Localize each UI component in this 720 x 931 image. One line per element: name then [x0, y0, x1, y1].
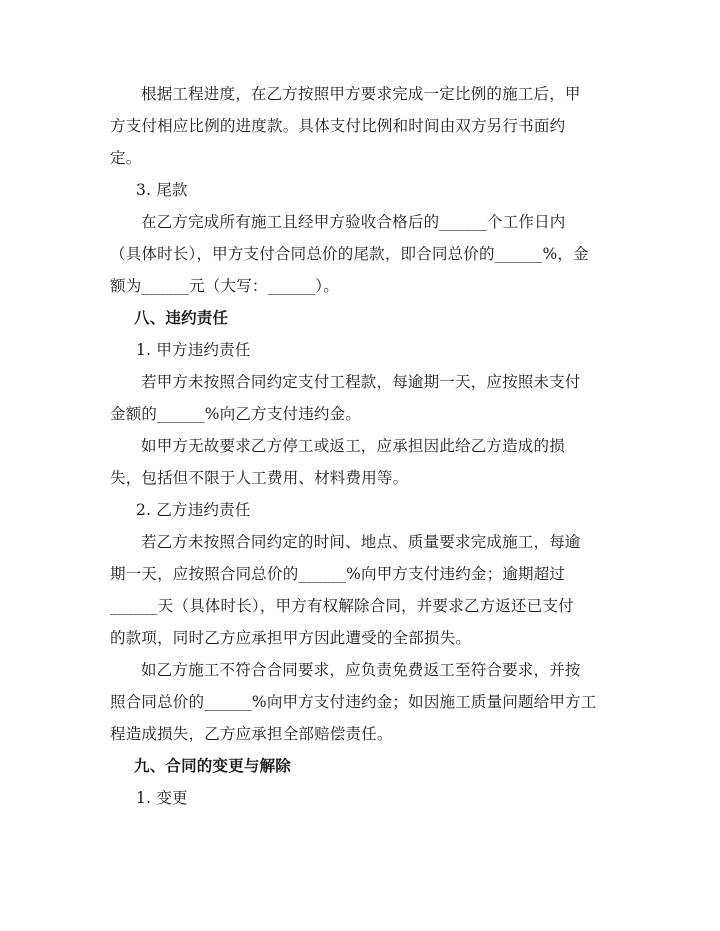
paragraph-line: 如甲方无故要求乙方停工或返工，应承担因此给乙方造成的损: [141, 437, 565, 455]
paragraph-line: 期一天，应按照合同总价的______%向甲方支付违约金；逾期超过: [110, 565, 566, 583]
subsection-heading: 3. 尾款: [136, 181, 188, 199]
paragraph-line: 若乙方未按照合同约定的时间、地点、质量要求完成施工，每逾: [141, 533, 581, 551]
paragraph-line: 失，包括但不限于人工费用、材料费用等。: [110, 469, 409, 487]
paragraph-line: 的款项，同时乙方应承担甲方因此遭受的全部损失。: [110, 629, 472, 647]
paragraph-line: 金额的______%向乙方支付违约金。: [110, 405, 362, 423]
section-heading: 八、违约责任: [134, 308, 229, 327]
paragraph-line: ______天（具体时长），甲方有权解除合同，并要求乙方返还已支付: [110, 597, 574, 615]
paragraph-line: 照合同总价的______%向甲方支付违约金；如因施工质量问题给甲方工: [110, 693, 597, 711]
paragraph-line: 若甲方未按照合同约定支付工程款，每逾期一天，应按照未支付: [141, 373, 581, 391]
section-heading: 九、合同的变更与解除: [134, 756, 292, 775]
paragraph-line: 在乙方完成所有施工且经甲方验收合格后的______个工作日内: [141, 213, 566, 231]
paragraph-line: 额为______元（大写：______）。: [110, 277, 339, 295]
paragraph-line: 方支付相应比例的进度款。具体支付比例和时间由双方另行书面约: [110, 117, 566, 135]
subsection-heading: 1. 甲方违约责任: [136, 341, 251, 359]
paragraph-line: 根据工程进度，在乙方按照甲方要求完成一定比例的施工后，甲: [141, 85, 581, 103]
document-page: [110, 78, 610, 814]
subsection-heading: 1. 变更: [136, 789, 188, 807]
paragraph-line: 如乙方施工不符合合同要求，应负责免费返工至符合要求，并按: [141, 661, 581, 679]
subsection-heading: 2. 乙方违约责任: [136, 501, 251, 519]
paragraph-line: （具体时长），甲方支付合同总价的尾款，即合同总价的______%，金: [110, 245, 589, 263]
paragraph-line: 定。: [110, 149, 142, 167]
paragraph-line: 程造成损失，乙方应承担全部赔偿责任。: [110, 725, 393, 743]
